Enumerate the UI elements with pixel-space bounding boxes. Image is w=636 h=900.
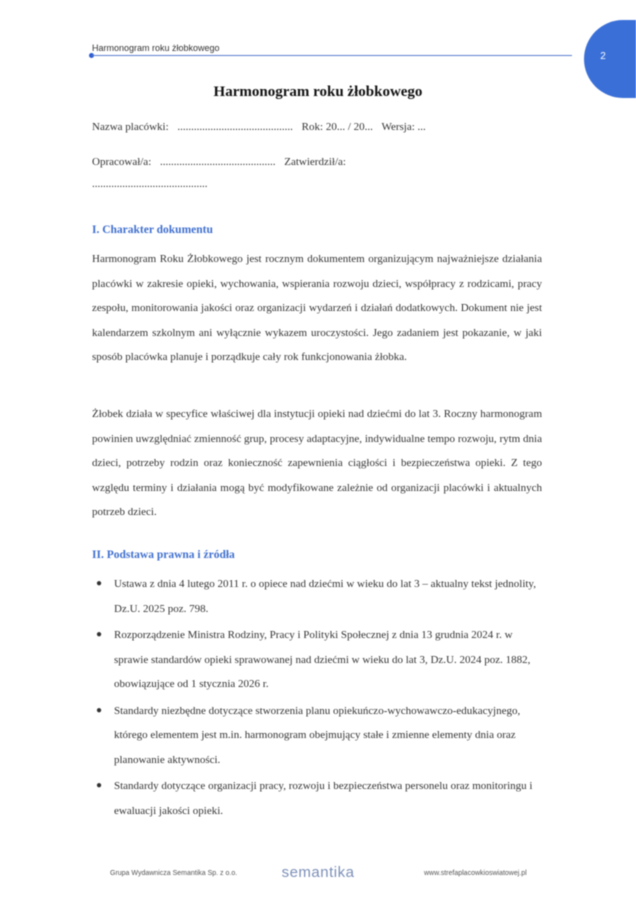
meta-line-facility xyxy=(92,121,432,133)
running-header: Harmonogram roku żłobkowego xyxy=(92,43,220,53)
list-item xyxy=(92,623,542,697)
paragraph-2: Żłobek działa w specyfice właściwej dla instytucji opieki nad dziećmi do lat 3. Roczny harmonogram powinien uwzględniać zmienność grup, procesy adaptacyjne, indywidualne tempo rozwoju, rytm dnia dzieci, potrzeby rodzin oraz konieczność zapewnienia ciągłości i bezpieczeństwa opieki. Z tego względu terminy i działania mogą być modyfikowane zależnie od organizacji placówki i aktualnych potrzeb dzieci. xyxy=(92,408,542,518)
bullet-icon: ● xyxy=(96,780,103,791)
footer-publisher: Grupa Wydawnicza Semantika Sp. z o.o. xyxy=(110,870,238,877)
footer-website: www.strefaplacowkioswiatowej.pl xyxy=(424,870,527,877)
list-item xyxy=(92,699,542,773)
list-item xyxy=(92,572,542,621)
prepared-label: Opracował/a: xyxy=(92,156,152,168)
page-number: 2 xyxy=(600,51,606,62)
document-title: Harmonogram roku żłobkowego xyxy=(213,84,423,100)
meta-line-prepared xyxy=(92,156,352,168)
list-item-text: Rozporządzenie Ministra Rodziny, Pracy i Polityki Społecznej z dnia 13 grudnia 2024 r. w sprawie standardów opieki sprawowanej nad dziećmi w wieku do lat 3, Dz.U. 2024 poz. 1882, obowiązujące od 1 stycznia 2026 r. xyxy=(114,629,531,690)
footer-logo: semantika xyxy=(281,864,355,881)
section-heading-2: II. Podstawa prawna i źródła xyxy=(92,549,235,561)
approved-value: .......................................... xyxy=(92,178,208,190)
approved-label: Zatwierdził/a: xyxy=(284,156,346,168)
list-item-text: Standardy dotyczące organizacji pracy, rozwoju i bezpieczeństwa personelu oraz monitoringu i ewaluacji jakości opieki. xyxy=(114,780,533,817)
legal-basis-list xyxy=(92,572,542,825)
header-rule xyxy=(92,55,572,56)
list-item-text: Standardy niezbędne dotyczące stworzenia planu opiekuńczo-wychowawczo-edukacyjnego, którego elementem jest m.in. harmonogram obejmujący stałe i zmienne elementy dnia oraz planowanie aktywności. xyxy=(114,704,521,766)
bullet-icon: ● xyxy=(96,629,103,640)
paragraph-1: Harmonogram Roku Żłobkowego jest rocznym dokumentem organizującym najważniejsze działania placówki w zakresie opieki, wychowania, wspierania rozwoju dzieci, współpracy z rodzicami, pracy zespołu, monitorowania jakości oraz organizacji wydarzeń i działań dodatkowych. Dokument nie jest kalendarzem szkolnym ani wyłącznie wykazem uroczystości. Jego zadaniem jest pokazanie, w jaki sposób placówka planuje i porządkuje cały rok funkcjonowania żłobka. xyxy=(92,253,542,363)
year-label: Rok: 20... / 20... xyxy=(301,121,373,133)
bullet-icon: ● xyxy=(96,578,103,589)
prepared-value: .......................................... xyxy=(160,156,276,168)
list-item xyxy=(92,774,542,823)
facility-value: .......................................... xyxy=(177,121,293,133)
section-heading-1: I. Charakter dokumentu xyxy=(92,224,213,236)
version-label: Wersja: ... xyxy=(381,121,426,133)
facility-label: Nazwa placówki: xyxy=(92,121,169,133)
list-item-text: Ustawa z dnia 4 lutego 2011 r. o opiece nad dziećmi w wieku do lat 3 – aktualny tekst jednolity, Dz.U. 2025 poz. 798. xyxy=(114,578,536,615)
bullet-icon: ● xyxy=(96,704,103,716)
